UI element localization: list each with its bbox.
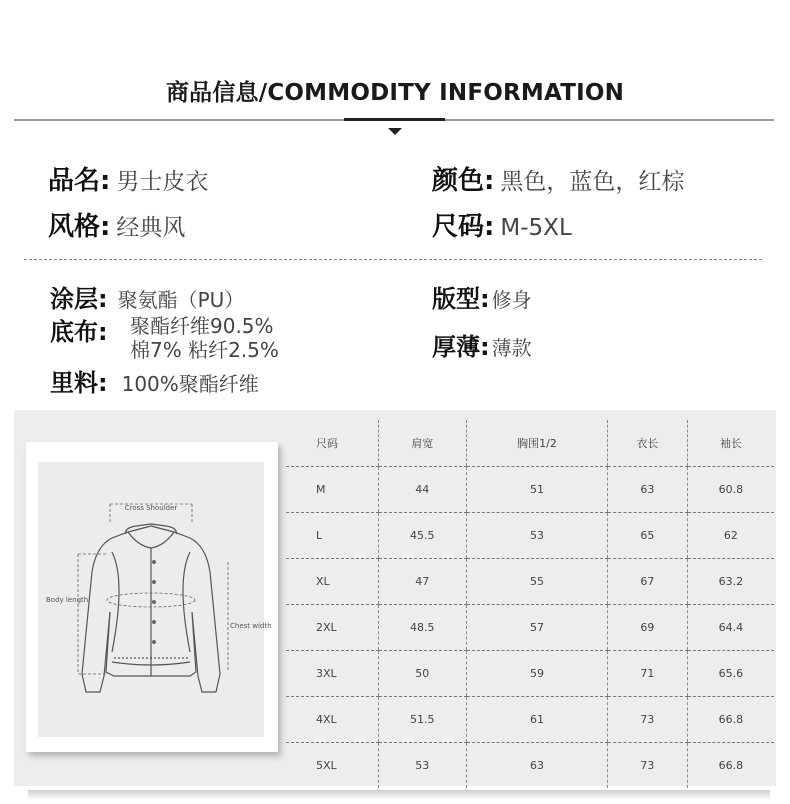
caret-down-icon bbox=[388, 128, 402, 135]
attr-value: M-5XL bbox=[500, 215, 572, 241]
attr-coating bbox=[50, 279, 244, 314]
table-cell: 57 bbox=[466, 604, 607, 650]
table-cell: 47 bbox=[378, 558, 466, 604]
table-cell: 67 bbox=[608, 558, 688, 604]
table-cell: 59 bbox=[466, 650, 607, 696]
attr-fit bbox=[432, 279, 532, 314]
table-cell: 73 bbox=[608, 742, 688, 788]
table-cell: 4XL bbox=[286, 696, 378, 742]
table-cell: 63.2 bbox=[687, 558, 774, 604]
table-cell: 48.5 bbox=[378, 604, 466, 650]
table-cell: 62 bbox=[687, 512, 774, 558]
attr-label: 底布: bbox=[50, 318, 108, 346]
table-row bbox=[286, 650, 774, 696]
table-cell: 73 bbox=[608, 696, 688, 742]
table-header-cell: 尺码 bbox=[286, 420, 378, 466]
attr-base-fabric bbox=[50, 312, 108, 347]
table-row bbox=[286, 742, 774, 788]
base-fabric-line-1: 聚酯纤维90.5% bbox=[130, 314, 274, 338]
dashed-divider bbox=[24, 259, 762, 260]
attr-color bbox=[432, 160, 684, 197]
attr-value: 经典风 bbox=[116, 215, 186, 241]
table-cell: 55 bbox=[466, 558, 607, 604]
table-cell: 65.6 bbox=[687, 650, 774, 696]
attr-thickness bbox=[432, 327, 532, 362]
table-header-cell: 衣长 bbox=[608, 420, 688, 466]
body-length-label: Body length bbox=[46, 596, 89, 604]
measurement-diagram-card bbox=[26, 442, 278, 752]
attr-label: 品名: bbox=[48, 166, 111, 196]
attr-label: 尺码: bbox=[432, 212, 495, 242]
table-row bbox=[286, 604, 774, 650]
table-cell: 51 bbox=[466, 466, 607, 512]
attr-label: 版型: bbox=[432, 285, 490, 313]
jacket-measurement-diagram bbox=[38, 462, 272, 737]
attr-value: 薄款 bbox=[491, 336, 532, 360]
table-cell: 63 bbox=[466, 742, 607, 788]
table-cell: 45.5 bbox=[378, 512, 466, 558]
table-cell: L bbox=[286, 512, 378, 558]
attr-label: 里料: bbox=[50, 369, 108, 397]
table-cell: 3XL bbox=[286, 650, 378, 696]
table-header-cell: 胸围1/2 bbox=[466, 420, 607, 466]
table-row bbox=[286, 558, 774, 604]
table-header-row bbox=[286, 420, 774, 466]
table-cell: M bbox=[286, 466, 378, 512]
attr-label: 涂层: bbox=[50, 285, 108, 313]
attr-label: 厚薄: bbox=[432, 333, 490, 361]
base-fabric-line-2: 棉7% 粘纤2.5% bbox=[130, 338, 279, 362]
table-cell: 65 bbox=[608, 512, 688, 558]
table-header-cell: 袖长 bbox=[687, 420, 774, 466]
table-cell: 66.8 bbox=[687, 696, 774, 742]
table-cell: 61 bbox=[466, 696, 607, 742]
table-row bbox=[286, 512, 774, 558]
attr-label: 风格: bbox=[48, 212, 111, 242]
title-divider-accent bbox=[344, 118, 445, 121]
attr-lining bbox=[50, 363, 259, 398]
table-cell: 50 bbox=[378, 650, 466, 696]
panel-bottom-shadow bbox=[28, 790, 770, 800]
attr-value: 修身 bbox=[491, 288, 532, 312]
table-cell: 69 bbox=[608, 604, 688, 650]
table-cell: 60.8 bbox=[687, 466, 774, 512]
table-cell: 44 bbox=[378, 466, 466, 512]
table-cell: XL bbox=[286, 558, 378, 604]
table-cell: 66.8 bbox=[687, 742, 774, 788]
table-header-cell: 肩宽 bbox=[378, 420, 466, 466]
table-row bbox=[286, 466, 774, 512]
attr-size-range bbox=[432, 206, 572, 243]
table-cell: 63 bbox=[608, 466, 688, 512]
chest-width-label: Chest width bbox=[230, 622, 272, 630]
attr-value: 聚氨酯（PU） bbox=[117, 288, 245, 312]
attr-style bbox=[48, 206, 185, 243]
table-cell: 2XL bbox=[286, 604, 378, 650]
attr-value: 100%聚酯纤维 bbox=[121, 372, 259, 396]
table-cell: 64.4 bbox=[687, 604, 774, 650]
table-cell: 51.5 bbox=[378, 696, 466, 742]
table-cell: 5XL bbox=[316, 758, 337, 772]
table-row bbox=[286, 696, 774, 742]
table-cell: 71 bbox=[608, 650, 688, 696]
cross-shoulder-label: Cross Shoulder bbox=[124, 504, 178, 512]
attr-product-name bbox=[48, 160, 208, 197]
attr-value: 男士皮衣 bbox=[116, 169, 209, 195]
table-cell: 53 bbox=[378, 742, 466, 788]
table-cell: 53 bbox=[466, 512, 607, 558]
attr-value: 黑色，蓝色，红棕 bbox=[500, 169, 685, 195]
size-table bbox=[286, 420, 774, 788]
section-title: 商品信息/COMMODITY INFORMATION bbox=[165, 80, 625, 106]
attr-label: 颜色: bbox=[432, 166, 495, 196]
